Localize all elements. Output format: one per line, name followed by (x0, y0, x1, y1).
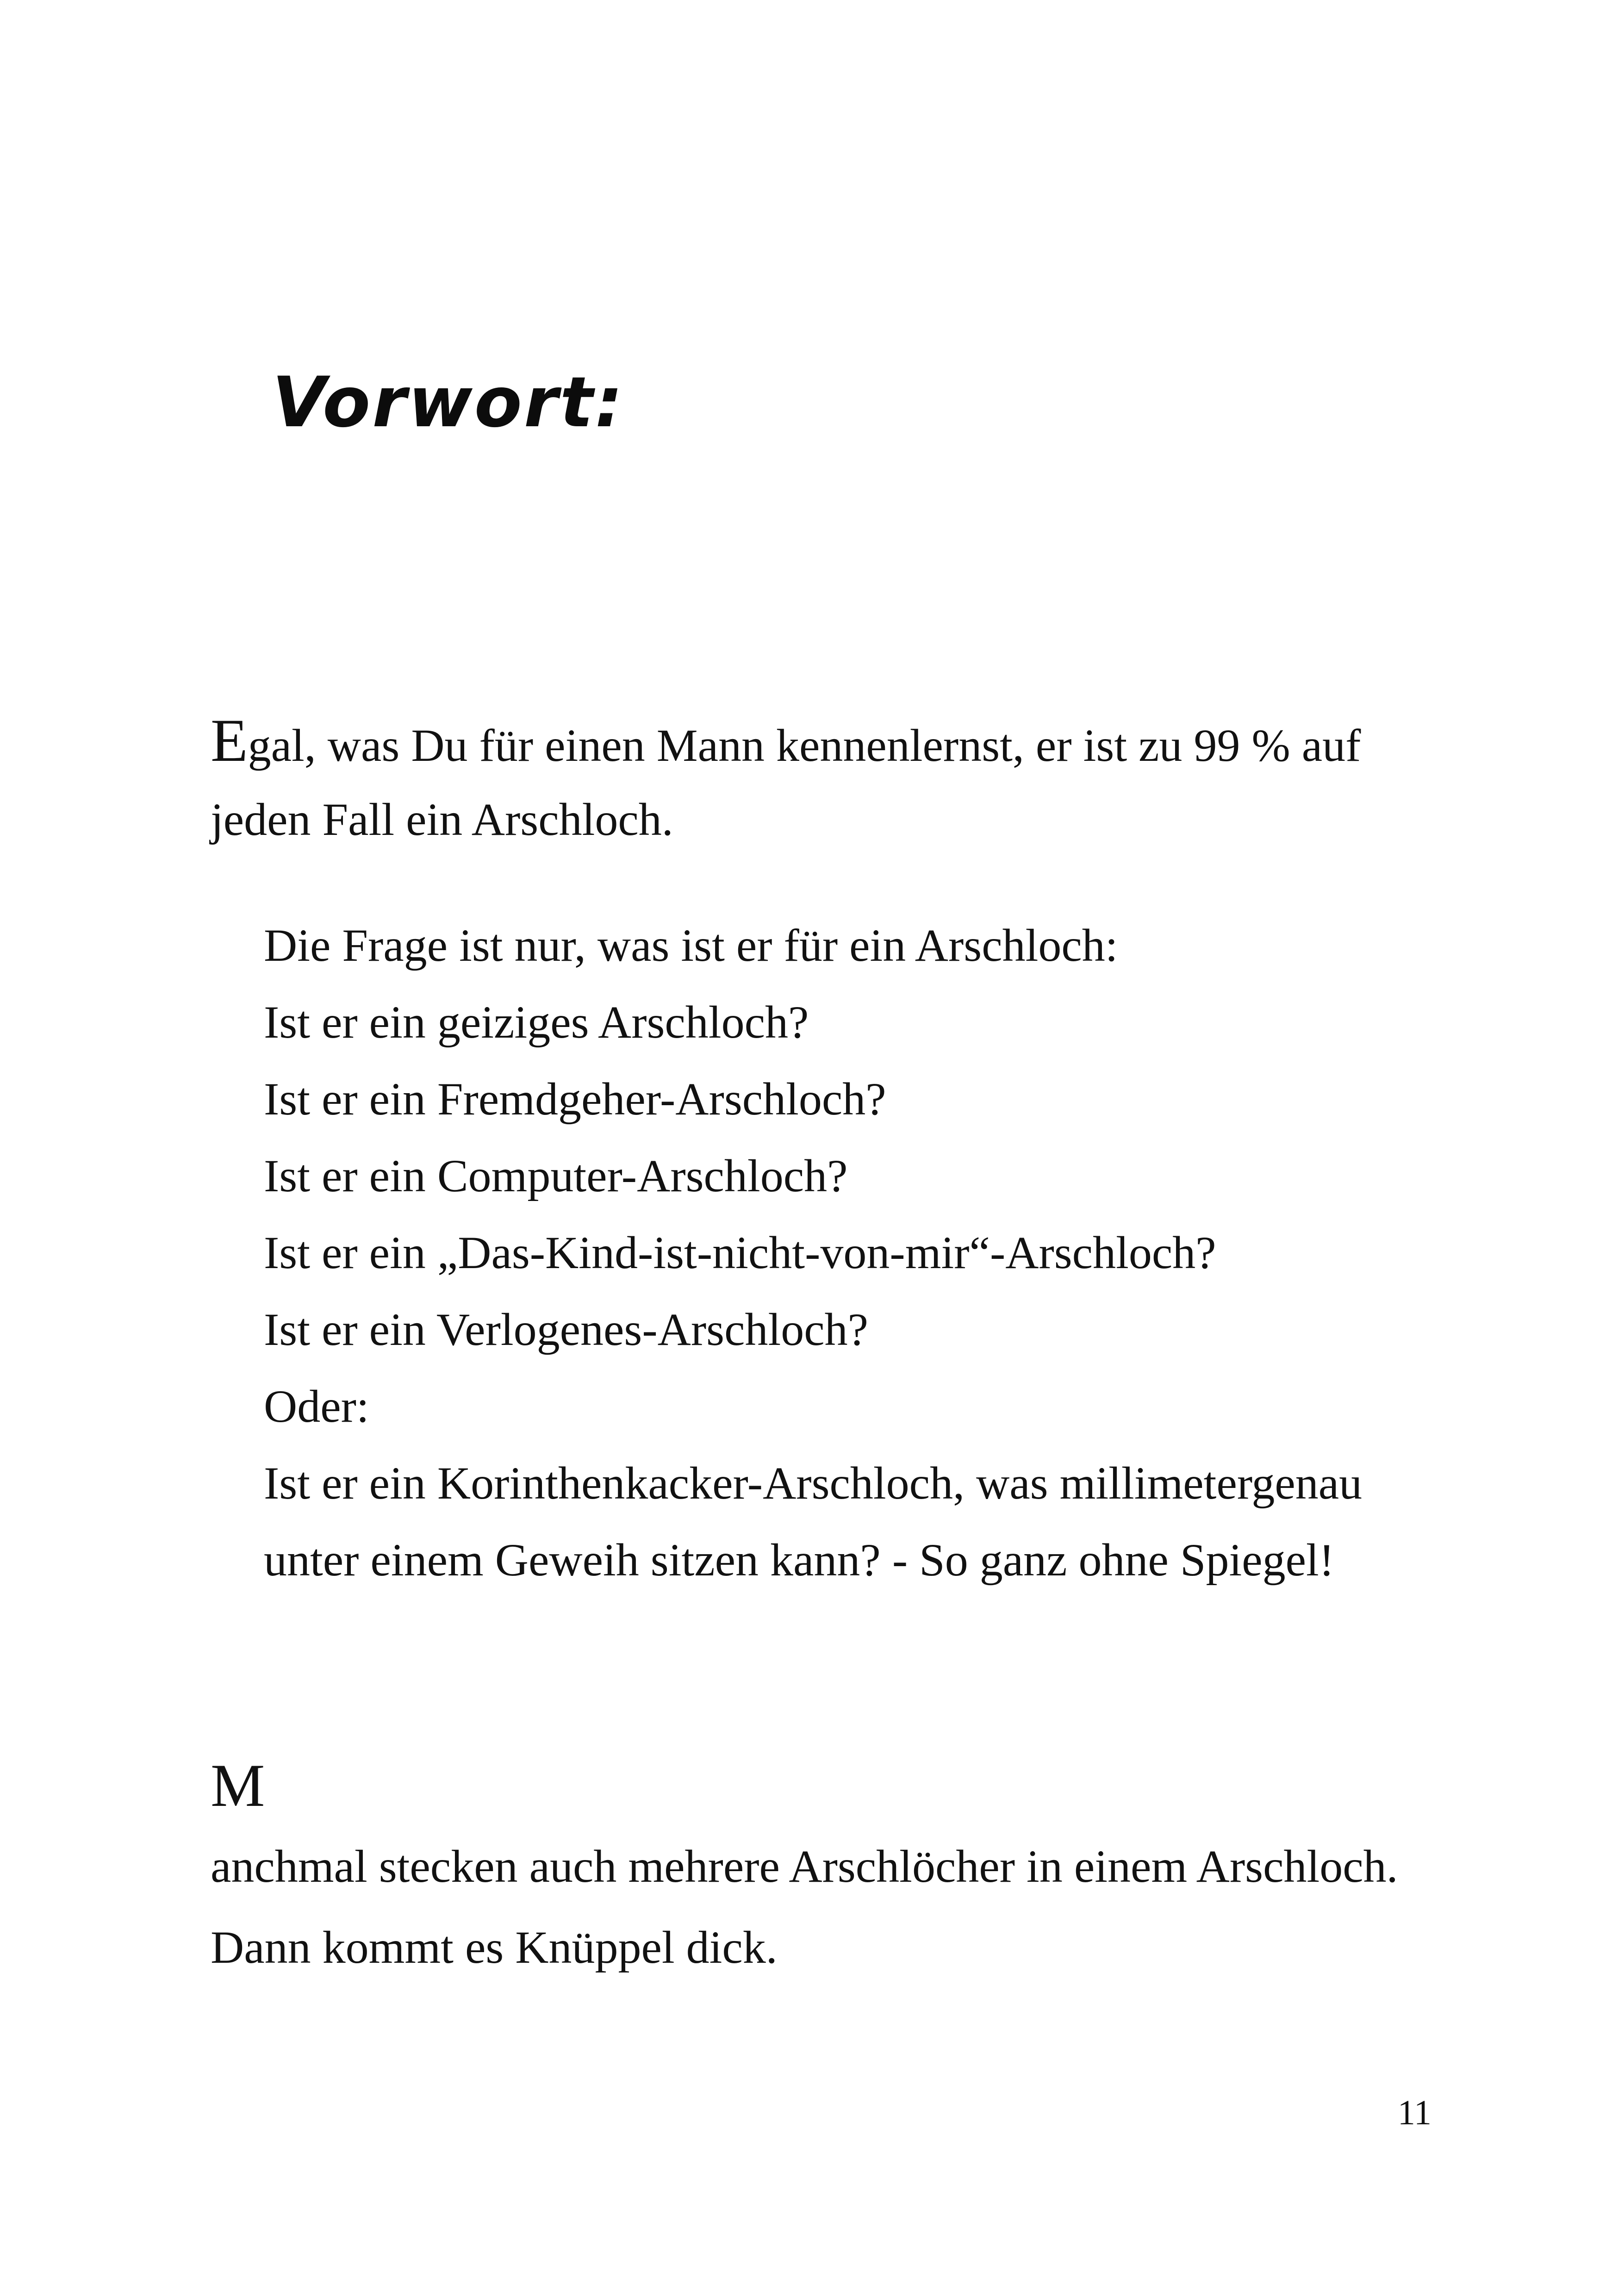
intro-initial-letter: E (211, 706, 248, 774)
question-line: Oder: (264, 1381, 369, 1432)
question-line: Ist er ein Verlogenes-Arschloch? (264, 1304, 869, 1355)
question-line: Ist er ein „Das-Kind-ist-nicht-von-mir“-Arschloch? (264, 1227, 1216, 1278)
question-line: Ist er ein Fremdgeher-Arschloch? (264, 1073, 886, 1125)
question-line: unter einem Geweih sitzen kann? - So ganz ohne Spiegel! (264, 1534, 1335, 1586)
closing-text: anchmal stecken auch mehrere Arschlöcher in einem Arschloch. (211, 1841, 1398, 1892)
question-line: Ist er ein Computer-Arschloch? (264, 1150, 848, 1201)
question-line: Ist er ein Korinthenkacker-Arschloch, was millimetergenau (264, 1457, 1363, 1509)
intro-text: gal, was Du für einen Mann kennenlernst, er ist zu 99 % auf jeden Fall ein Arschloch. (211, 720, 1361, 845)
page-number: 11 (1397, 2093, 1431, 2132)
question-line: Die Frage ist nur, was ist er für ein Arschloch: (264, 920, 1118, 971)
question-line: Ist er ein geiziges Arschloch? (264, 996, 809, 1048)
closing-line-1 (211, 1745, 1460, 1907)
intro-paragraph (211, 703, 1442, 857)
chapter-heading: Vorwort: (272, 362, 625, 443)
question-list (264, 907, 1467, 1599)
closing-initial-letter: M (211, 1751, 265, 1819)
closing-paragraph (211, 1745, 1460, 1988)
closing-line-2: Dann kommt es Knüppel dick. (211, 1922, 778, 1973)
